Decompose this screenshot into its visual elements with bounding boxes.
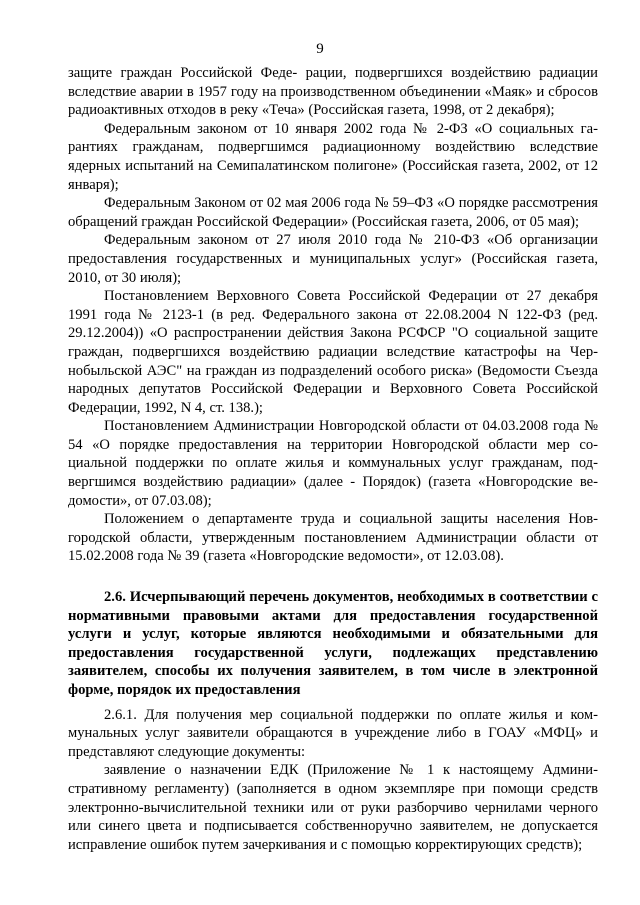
page-content <box>68 64 598 854</box>
paragraph-law-2002: Федеральным законом от 10 января 2002 года № 2-ФЗ «О социальных гарантиях гражданам, подвергшимся радиационному воздействию вследствие ядерных испытаний на Семипалатинском полигоне» (Российская газета, 2002, от 12 января); <box>68 120 598 193</box>
paragraph-resolution-1991: Постановлением Верховного Совета Российской Федерации от 27 декабря 1991 года № 2123-1 (в ред. Федерального закона от 22.08.2004 N 122-ФЗ (ред. 29.12.2004)) «О распространении действия Закона РСФСР "О социальной защите граждан, подвергшихся воздействию радиации вследствие катастрофы на Чернобыльской АЭС" на граждан из подразделений особого риска» (Ведомости Съезда народных депутатов Российской Федерации и Верховного Совета Российской Федерации, 1992, N 4, ст. 138.); <box>68 288 598 416</box>
paragraph-resolution-2008: Постановлением Администрации Новгородской области от 04.03.2008 года № 54 «О порядке предоставления на территории Новгородской области мер социальной поддержки по оплате жилья и коммунальных услуг гражданам, подвергшимся воздействию радиации» (далее - Порядок) (газета «Новгородские ведомости», от 07.03.08); <box>68 418 598 509</box>
section-heading-2-6: 2.6. Исчерпывающий перечень документов, необходимых в соответствии с нормативными правовыми актами для предоставления государственной услуги и услуг, которые являются необходимыми и обязательными для предоставления государственной услуги, подлежащих представлению заявителем, способы их получения заявителем, в том числе в электронной форме, порядок их предоставления <box>68 589 598 698</box>
page-number: 9 <box>316 41 324 57</box>
paragraph-law-2010: Федеральным законом от 27 июля 2010 года № 210-ФЗ «Об организации предоставления государственных и муниципальных услуг» (Российская газета, 2010, от 30 июля); <box>68 232 598 286</box>
paragraph-continuation: защите граждан Российской Феде- рации, подвергшихся воздействию радиации вследствие аварии в 1957 году на производственном объединении «Маяк» и сбросов радиоактивных отходов в реку «Теча» (Российская газета, 1998, от 2 декабря); <box>68 65 598 119</box>
paragraph-regulation-department: Положением о департаменте труда и социальной защиты населения Новгородской области, утвержденным постановлением Администрации области от 15.02.2008 года № 39 (газета «Новгородские ведомости», от 12.03.08). <box>68 511 598 565</box>
paragraph-2-6-1: 2.6.1. Для получения мер социальной поддержки по оплате жилья и коммунальных услуг заявители обращаются в учреждение либо в ГОАУ «МФЦ» и представляют следующие документы: <box>68 706 598 760</box>
paragraph-law-2006: Федеральным Законом от 02 мая 2006 года № 59–ФЗ «О порядке рассмотрения обращений граждан Российской Федерации» (Российская газета, 2006, от 05 мая); <box>68 195 598 230</box>
paragraph-application: заявление о назначении ЕДК (Приложение № 1 к настоящему Административному регламенту) (заполняется в одном экземпляре при помощи средств электронно-вычислительной техники или от руки разборчиво чернилами черного или синего цвета и подписывается собственноручно заявителем, не допускается исправление ошибок путем зачеркивания и с помощью корректирующих средств); <box>68 762 598 853</box>
